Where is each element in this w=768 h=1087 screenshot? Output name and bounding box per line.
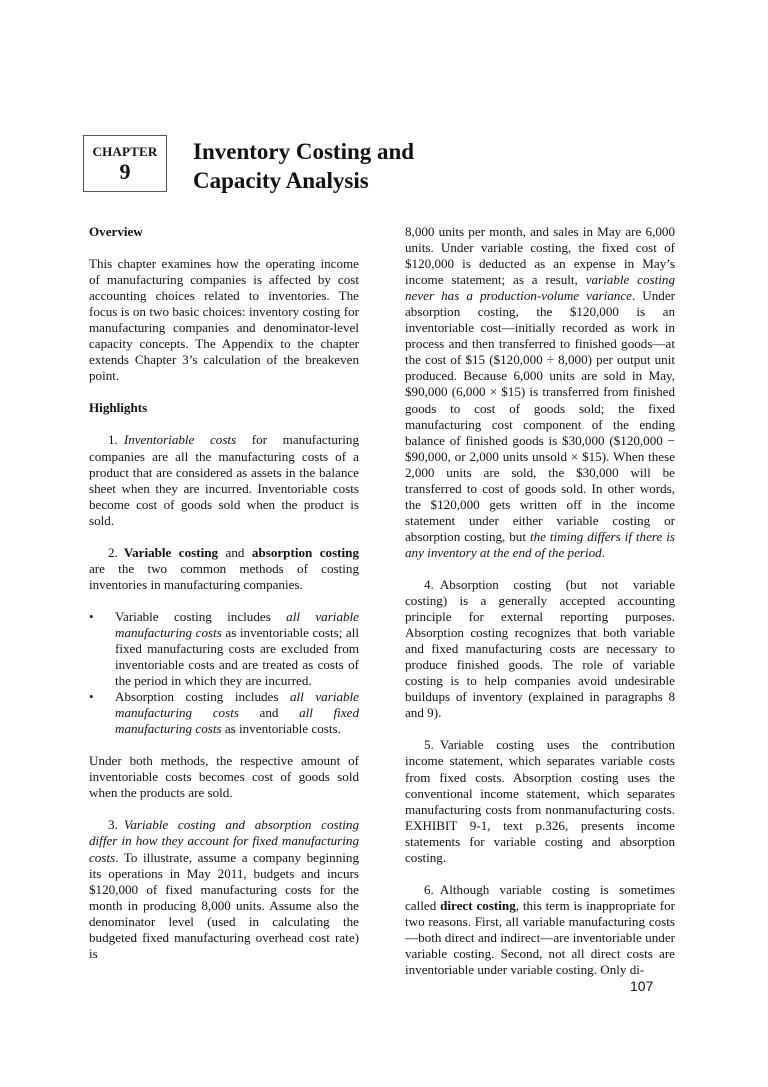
text-run: This chapter examines how the operating income of manufacturing companies is affected by cost accounting choices related to inventories. The focus is on two basic choices: inventory costing for manufacturing companies and denominator-level capacity concepts. The Appendix to the chapter extends Chapter 3’s calculation of the breakeven point. <box>89 256 359 384</box>
italic-phrase: the timing differs if there is any inventory at the end of the period <box>405 528 675 560</box>
paragraph-number: 3. <box>108 817 118 833</box>
highlight-6 <box>405 882 675 978</box>
highlight-3-continued <box>405 224 675 561</box>
text-run: . Under absorption costing, the $120,000 is an inventoriable cost—initially recorded as work in process and then transferred to finished goods—at the cost of $15 ($120,000 ÷ 8,000) per output unit produced. Because 6,000 units are sold in May, $90,000 (6,000 × $15) is transferred from finished goods to cost of goods sold; the fixed manufacturing cost component of the ending balance of finished goods is $30,000 ($120,000 − $90,000, or 2,000 units unsold × $15). When these 2,000 units are sold, the $30,000 will be transferred to cost of goods sold. In other words, the $120,000 gets written off in the income statement under either variable costing or absorption costing, but <box>405 288 675 544</box>
highlight-4 <box>405 577 675 721</box>
chapter-title-line-2: Capacity Analysis <box>193 168 369 193</box>
highlight-3 <box>89 817 359 961</box>
text-run: are the two common methods of costing inventories in manufacturing companies. <box>89 560 359 592</box>
text-run: and <box>238 705 300 721</box>
bullet-item <box>89 689 359 737</box>
text-run: Absorption costing (but not variable costing) is a generally accepted accounting principle for external reporting purposes. Absorption costing recognizes that both variable and fixed manufacturing costs are necessary to produce finished goods. The role of variable costing is to help companies avoid undesirable buildups of inventory (explained in paragraphs 8 and 9). <box>405 576 675 721</box>
left-column <box>89 224 359 962</box>
bullet-icon: • <box>89 689 94 705</box>
text-run: for manufacturing companies are all the manufacturing costs of a product that are considered as assets in the balance sheet when they are incurred. Inventoriable costs become cost of goods sold when the product is sold. <box>89 432 360 528</box>
right-column <box>405 224 675 978</box>
both-methods-paragraph <box>89 753 359 801</box>
text-run: Under both methods, the respective amount of inventoriable costs becomes cost of goods sold when the products are sold. <box>89 753 359 801</box>
paragraph-number: 2. <box>108 544 118 560</box>
highlight-5 <box>405 737 675 865</box>
paragraph-number: 4. <box>424 576 434 592</box>
italic-phrase: all variable manufacturing costs <box>115 608 359 640</box>
paragraph-number: 6. <box>424 881 434 897</box>
text-run: Highlights <box>89 400 148 416</box>
text-run: Variable costing includes <box>115 608 287 624</box>
text-run: Variable costing uses the contribution income statement, which separates variable costs from fixed costs. Absorption costing uses the conventional income statement, which separates manufacturing costs from nonmanufacturing costs. EXHIBIT 9-1, text p.326, presents income statements for variable costing and absorption costing. <box>405 737 675 865</box>
chapter-badge <box>83 135 167 192</box>
text-run: and <box>218 544 252 560</box>
text-run: 8,000 units per month, and sales in May are 6,000 units. Under variable costing, the fixed cost of $120,000 is deducted as an expense in May’s income statement; as a result, <box>405 224 675 288</box>
overview-heading <box>89 224 359 240</box>
paragraph-number: 1. <box>108 432 118 448</box>
text-run: . To illustrate, assume a company beginning its operations in May 2011, budgets and incurs $120,000 of fixed manufacturing costs for the month in producing 8,000 units. Assume also the denominator level (used in calculating the budgeted fixed manufacturing overhead cost rate) is <box>89 849 359 961</box>
bold-term: Variable costing <box>123 544 219 560</box>
text-run: . <box>601 544 606 560</box>
text-run: , this term is inappropriate for two reasons. First, all variable manufacturing costs—both direct and indirect—are inventoriable under variable costing. Second, not all direct costs are inventoriable under variable costing. Only di- <box>405 897 676 978</box>
highlight-1 <box>89 432 359 528</box>
chapter-title <box>193 137 414 195</box>
text-run: Overview <box>89 224 143 239</box>
costing-bullets <box>89 609 359 737</box>
bullet-item <box>89 609 359 689</box>
chapter-title-line-1: Inventory Costing and <box>193 139 415 164</box>
chapter-label: CHAPTER <box>92 144 158 159</box>
bold-term: direct costing <box>440 897 516 913</box>
italic-phrase: all variable manufacturing costs <box>115 689 359 721</box>
italic-phrase: variable costing never has a production-volume variance <box>405 272 675 304</box>
chapter-number: 9 <box>119 159 131 184</box>
text-run: as inventoriable costs; all fixed manufacturing costs are excluded from inventoriable costs and are treated as costs of the period in which they are incurred. <box>115 624 359 689</box>
page-number: 107 <box>630 978 654 994</box>
text-run: Although variable costing is sometimes called <box>405 881 675 913</box>
italic-phrase: Variable costing and absorption costing differ in how they account for fixed manufacturing costs <box>89 817 359 865</box>
highlight-2 <box>89 545 359 593</box>
paragraph-number: 5. <box>424 737 434 753</box>
italic-phrase: all fixed manufacturing costs <box>115 705 359 737</box>
italic-phrase: Inventoriable costs <box>123 432 237 448</box>
text-run: Absorption costing includes <box>115 689 290 705</box>
text-run: as inventoriable costs. <box>221 721 341 737</box>
bold-term: absorption costing <box>251 544 360 560</box>
highlights-heading <box>89 400 359 416</box>
bullet-icon: • <box>89 608 94 624</box>
overview-paragraph <box>89 256 359 384</box>
